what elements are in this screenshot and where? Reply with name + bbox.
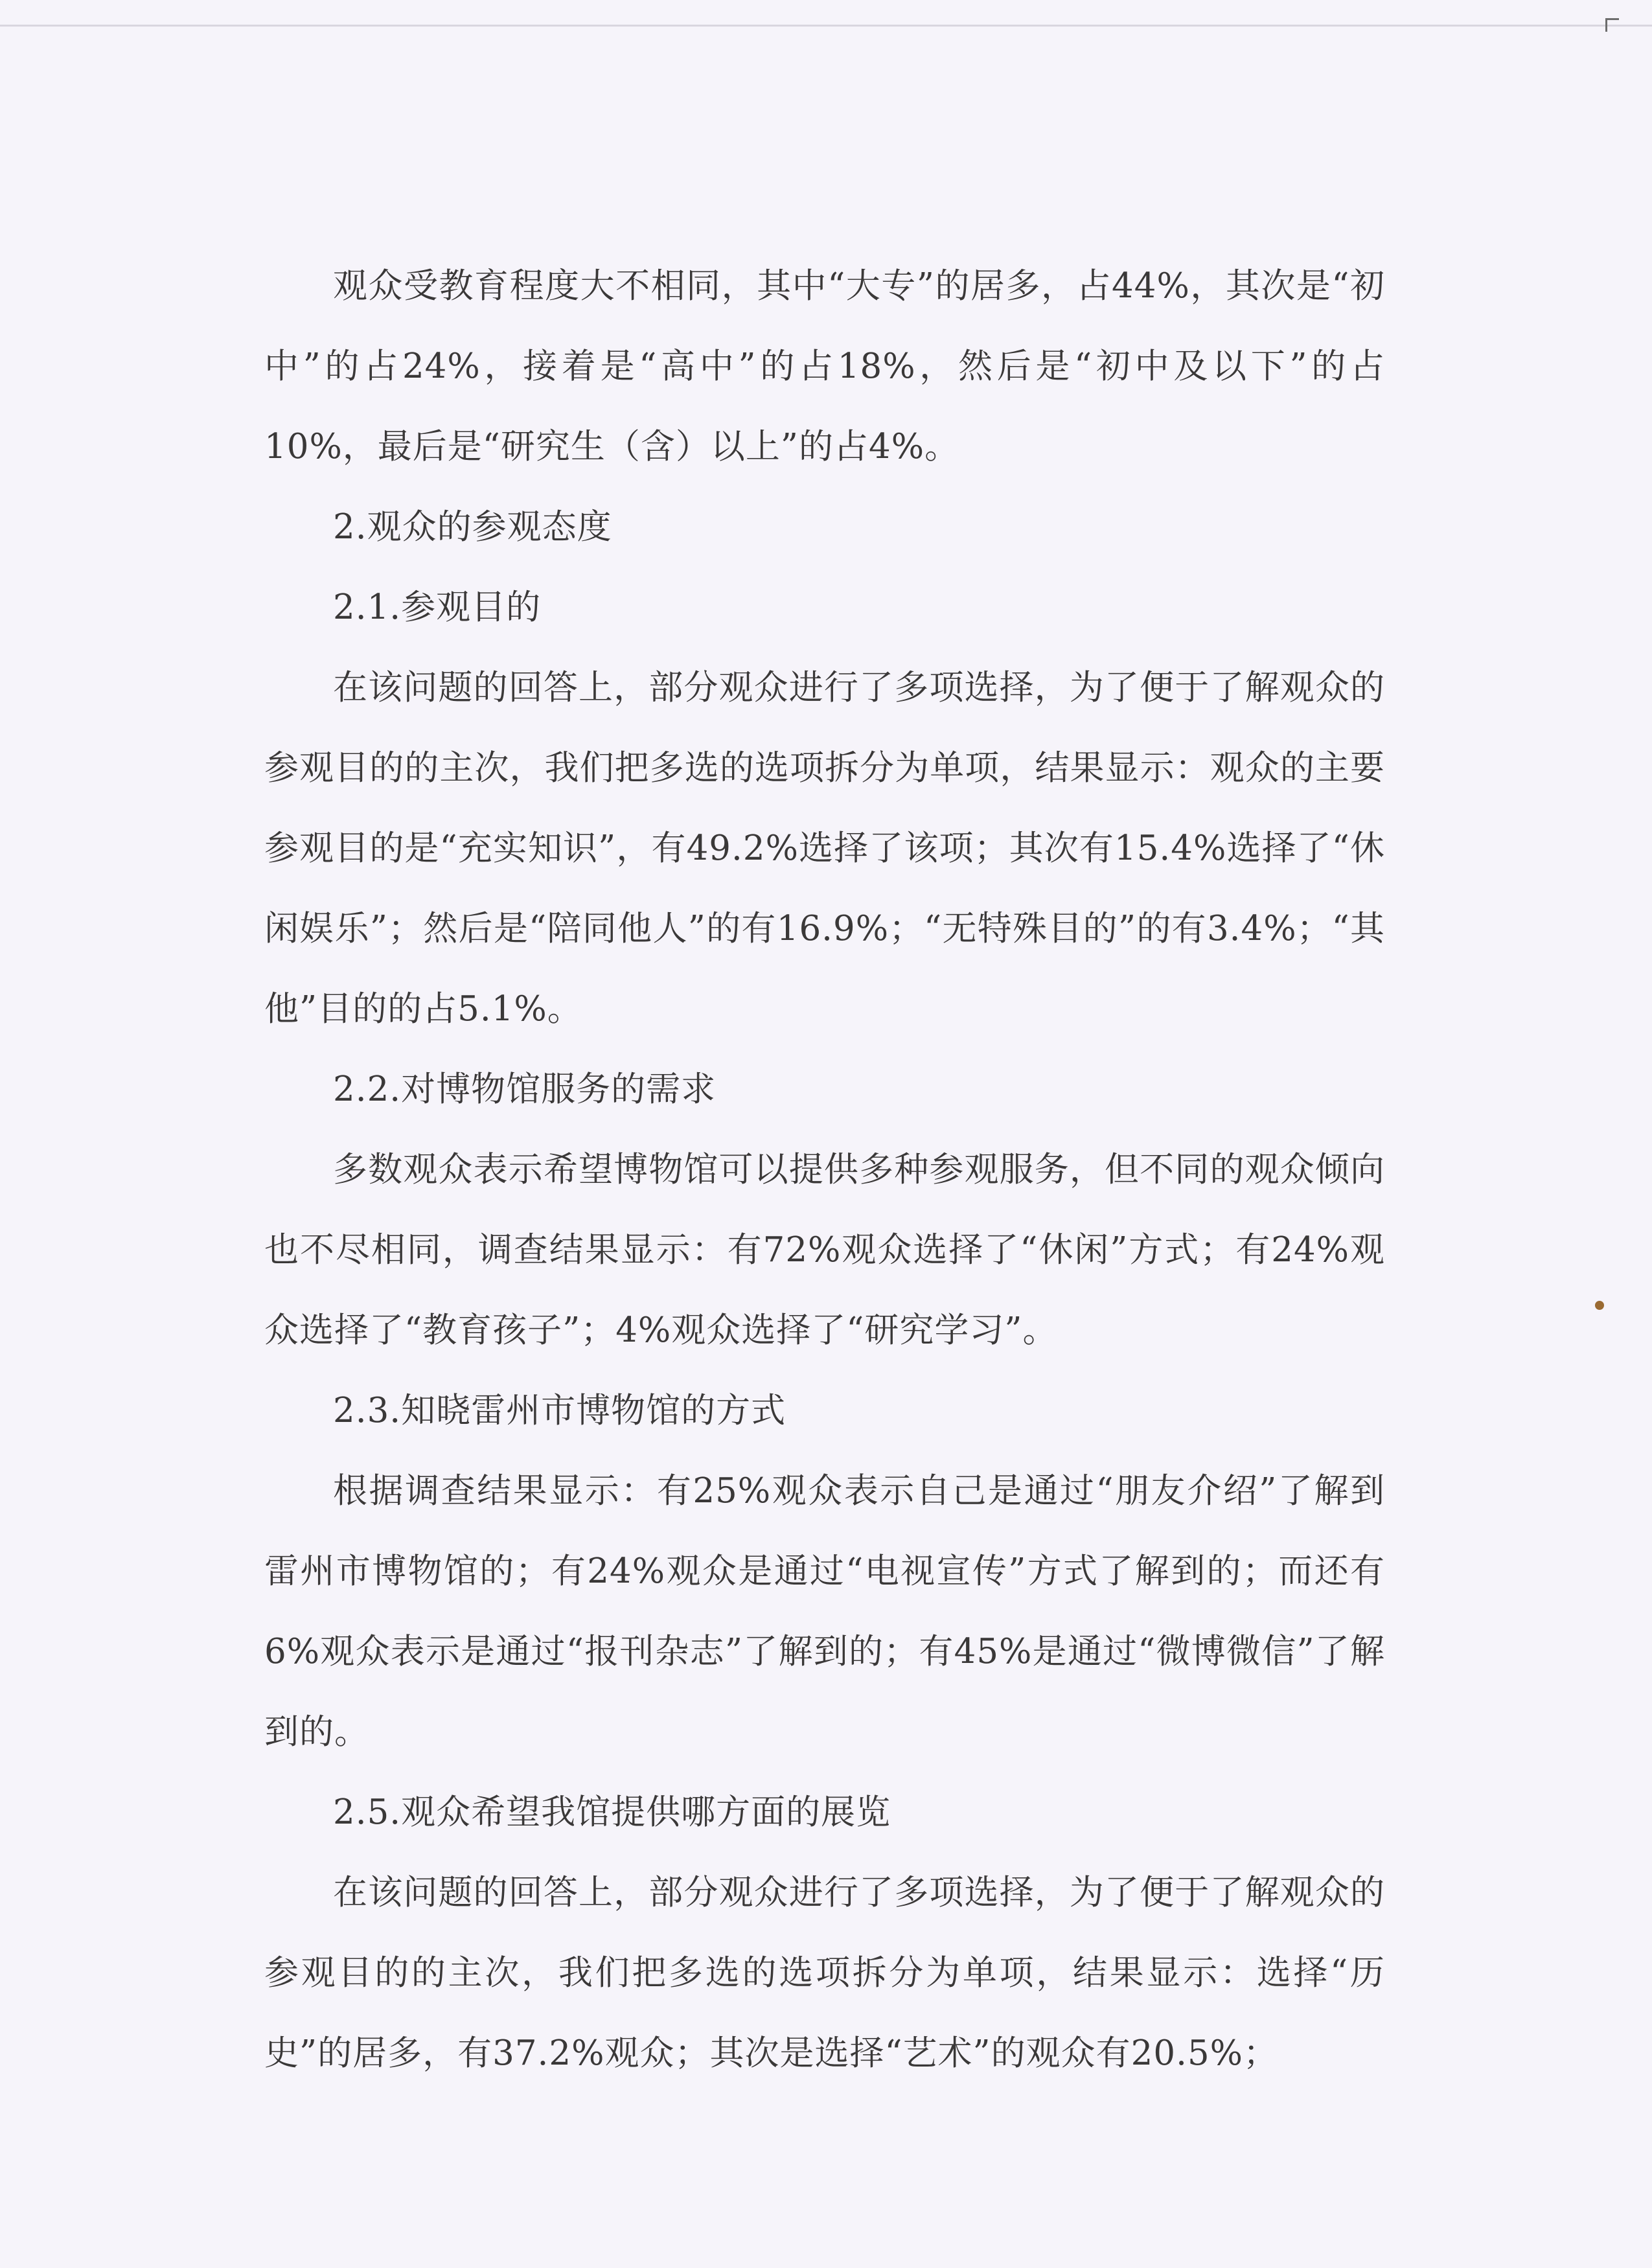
- scan-corner-mark: [1605, 18, 1619, 32]
- paragraph-education-level: 观众受教育程度大不相同，其中“大专”的居多，占44%，其次是“初中”的占24%，接着是“高中”的占18%，然后是“初中及以下”的占10%，最后是“研究生（含）以上”的占4%。: [264, 266, 1385, 466]
- heading-service-needs: 2.2.对博物馆服务的需求: [333, 1070, 717, 1109]
- heading-exhibition-preferences: 2.5.观众希望我馆提供哪方面的展览: [333, 1793, 891, 1832]
- heading-visit-purpose: 2.1.参观目的: [333, 588, 542, 627]
- paragraph-service-needs: 多数观众表示希望博物馆可以提供多种参观服务，但不同的观众倾向也不尽相同，调查结果显示：有72%观众选择了“休闲”方式；有24%观众选择了“教育孩子”；4%观众选择了“研究学习”。: [264, 1150, 1385, 1350]
- heading-visit-attitude: 2.观众的参观态度: [333, 507, 612, 547]
- scan-speck: [1595, 1301, 1604, 1310]
- document-body: [264, 246, 1385, 2094]
- heading-awareness-channels: 2.3.知晓雷州市博物馆的方式: [333, 1391, 786, 1430]
- paragraph-exhibition-preferences: 在该问题的回答上，部分观众进行了多项选择，为了便于了解观众的参观目的的主次，我们把多选的选项拆分为单项，结果显示：选择“历史”的居多，有37.2%观众；其次是选择“艺术”的观众有20.5%；: [264, 1873, 1385, 2073]
- paragraph-awareness-channels: 根据调查结果显示：有25%观众表示自己是通过“朋友介绍”了解到雷州市博物馆的；有24%观众是通过“电视宣传”方式了解到的；而还有6%观众表示是通过“报刊杂志”了解到的；有45%是通过“微博微信”了解到的。: [264, 1471, 1385, 1752]
- scan-edge-line: [0, 25, 1652, 27]
- paragraph-visit-purpose: 在该问题的回答上，部分观众进行了多项选择，为了便于了解观众的参观目的的主次，我们把多选的选项拆分为单项，结果显示：观众的主要参观目的是“充实知识”，有49.2%选择了该项；其次有15.4%选择了“休闲娱乐”；然后是“陪同他人”的有16.9%；“无特殊目的”的有3.4%；“其他”目的的占5.1%。: [264, 668, 1385, 1029]
